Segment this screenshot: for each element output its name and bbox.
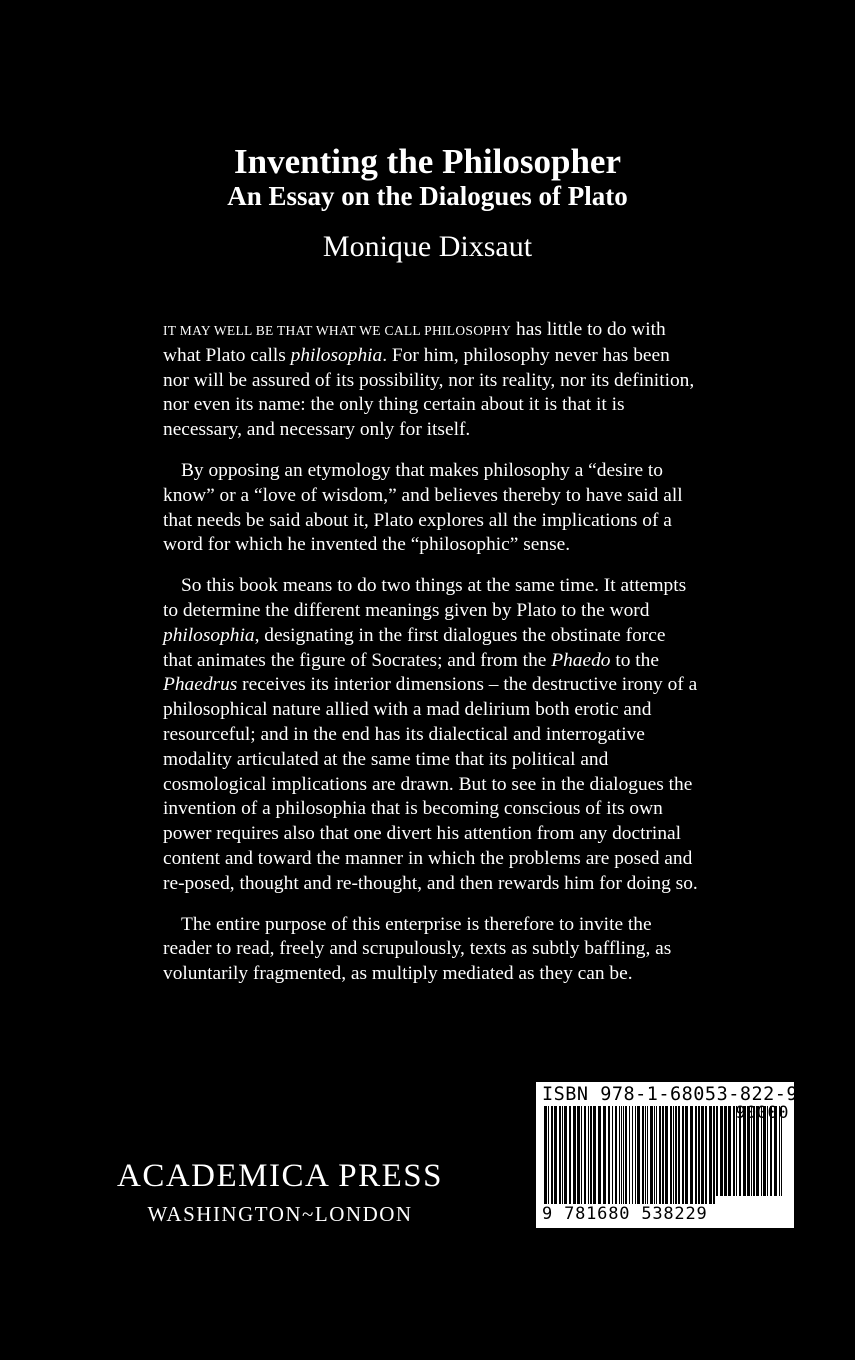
blurb-text: . For him, philosophy never has been nor will be assured of its possibility, nor its reality, nor its definition, nor even its name: the only thing certain about it is that it is necessary, and necessary only for itself. [163,344,695,441]
barcode-bar [645,1106,646,1204]
barcode-bar [724,1106,727,1196]
barcode-bar [690,1106,693,1204]
blurb-text: receives its interior dimensions – the destructive irony of a philosophical nature allied with a mad delirium both erotic and resourceful; and in the end has its dialectical and interrogative modality articulated at the same time that its political and cosmological implications are drawn. But to see in the dialogues the invention of a philosophia that is becoming conscious of its own power requires also that one divert his attention from any doctrinal content and toward the manner in which the problems are posed and re-posed, thought and re-thought, and then rewards him for doing so. [163,674,698,894]
barcode-bar [682,1106,684,1204]
blurb-text: , designating in the first dialogues the obstinate force that animates the figure of Socrates; and from the [163,624,666,671]
barcode-bar [615,1106,617,1204]
barcode-bar [577,1106,580,1204]
barcode-bar [654,1106,655,1204]
barcode-bar [662,1106,664,1204]
blurb-paragraph-3 [163,574,698,896]
barcode-bar [573,1106,576,1204]
barcode-bar [665,1106,668,1204]
barcode-bar [698,1106,700,1204]
barcode-bar [598,1106,601,1204]
italic-term: Phaedrus [163,674,238,696]
barcode-bar [621,1106,622,1204]
isbn-label: ISBN 978-1-68053-822-9 [542,1084,799,1105]
barcode-bar [675,1106,677,1204]
price-code: 90000 [735,1103,789,1123]
barcode-bar [670,1106,672,1204]
lead-smallcaps: IT MAY WELL BE THAT WHAT WE CALL PHILOSOPHY [163,323,512,338]
barcode-bar [637,1106,640,1204]
publisher-cities: WASHINGTON~LONDON [147,1202,413,1226]
barcode-bar [656,1106,657,1204]
barcode-bar [635,1106,636,1204]
barcode-bar [544,1106,547,1204]
barcode-bar [559,1106,561,1204]
barcode-bar [584,1106,586,1204]
barcode-bar [619,1106,620,1204]
italic-term: philosophia [290,344,383,366]
ean-digits: 9 781680 538229 [542,1204,742,1224]
barcode-bar [647,1106,648,1204]
barcode-bar [632,1106,633,1204]
barcode-bar [564,1106,567,1204]
barcode-bar [612,1106,613,1204]
barcode-bar [562,1106,563,1204]
barcode-bar [593,1106,596,1204]
barcode-bar [581,1106,582,1204]
blurb-paragraph-2: By opposing an etymology that makes philosophy a “desire to know” or a “love of wisdom,” and believes thereby to have said all that needs be said about it, Plato explores all the implications of a word for which he invented the “philosophic” sense. [163,459,683,556]
barcode-bar [650,1106,653,1204]
book-author: Monique Dixsaut [322,230,533,263]
blurb-text: So this book means to do two things at the same time. It attempts to determine the different meanings given by Plato to the word [163,575,687,621]
barcode-bar [720,1106,723,1196]
barcode-bar [716,1106,718,1196]
isbn-barcode [536,1082,799,1228]
barcode-bar [728,1106,731,1196]
barcode-bar [569,1106,571,1204]
barcode-bar [623,1106,624,1204]
blurb-paragraph-1 [163,318,698,443]
barcode-bar [705,1106,707,1204]
barcode-bar [673,1106,674,1204]
barcode-bar [603,1106,606,1204]
blurb-paragraph-4: The entire purpose of this enterprise is therefore to invite the reader to read, freely and scrupulously, texts as subtly baffling, as voluntarily fragmented, as multiply mediated as they can be. [163,913,672,985]
barcode-bar [629,1106,630,1204]
barcode-bar [701,1106,704,1204]
blurb-text: to the [610,649,659,671]
blurb-text: has little to do with what Plato calls [163,319,666,366]
barcode-bar [590,1106,592,1204]
barcode-bar [554,1106,557,1204]
barcode-bar [685,1106,688,1204]
book-title: Inventing the Philosopher [234,142,621,181]
blurb [163,318,698,1003]
italic-term: philosophia [163,624,255,646]
barcode-bar [713,1106,715,1204]
barcode-bar [695,1106,697,1204]
italic-term: Phaedo [551,649,611,671]
barcode-bar [588,1106,589,1204]
publisher-name: ACADEMICA PRESS [117,1158,443,1194]
barcode-bar [642,1106,644,1204]
barcode-bar [551,1106,553,1204]
barcode-bar [678,1106,680,1204]
book-subtitle: An Essay on the Dialogues of Plato [227,181,628,211]
barcode-bar [709,1106,712,1204]
barcode-bar [659,1106,661,1204]
barcode-bar [608,1106,610,1204]
barcode-bar [548,1106,549,1204]
barcode-bar [625,1106,627,1204]
